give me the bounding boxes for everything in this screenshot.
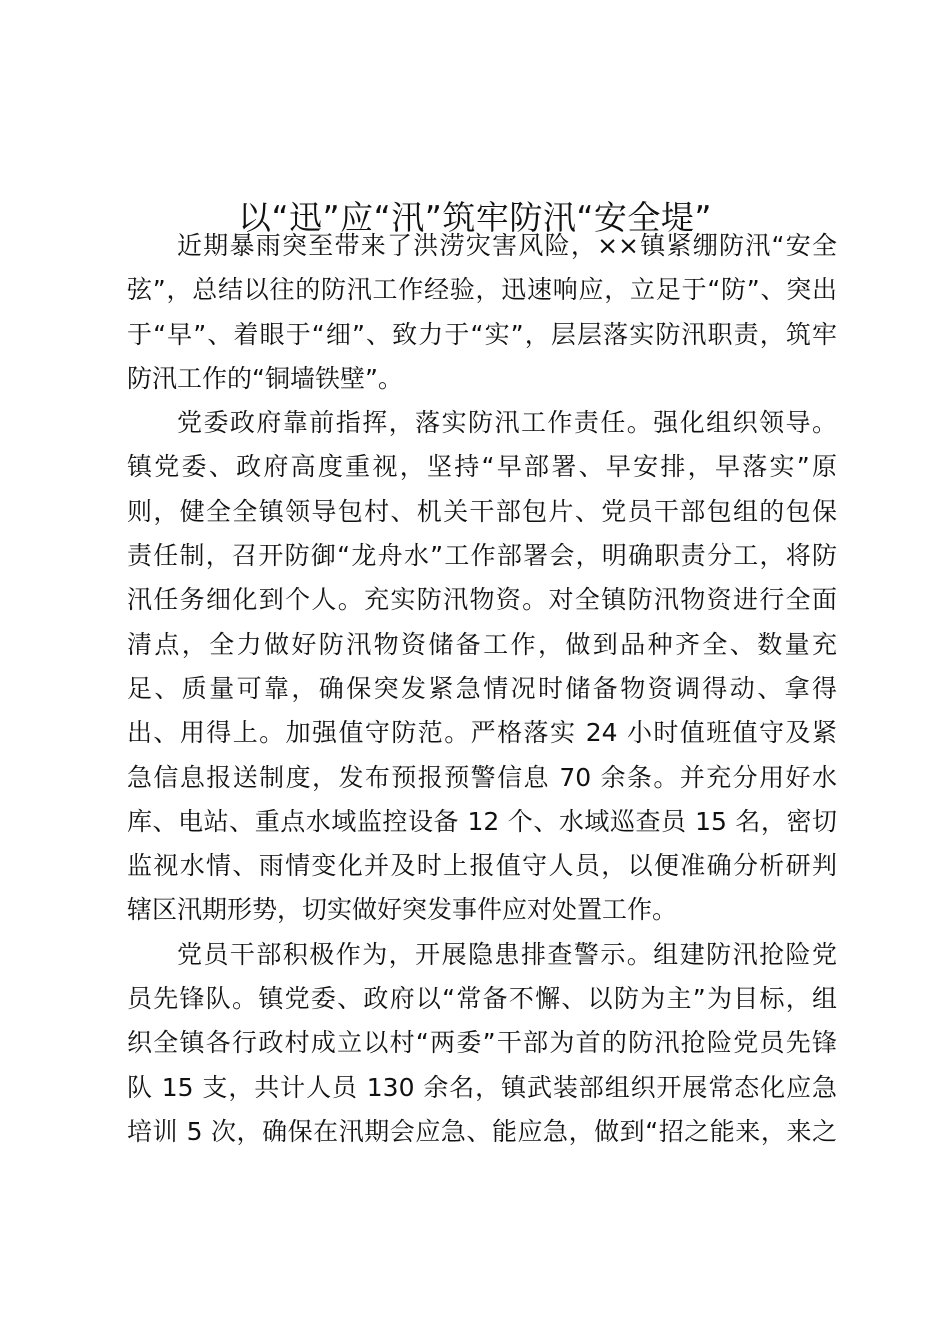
text-line: 汛任务细化到个人。充实防汛物资。对全镇防汛物资进行全面 bbox=[127, 585, 837, 615]
document-body bbox=[127, 224, 837, 1154]
text-line: 监视水情、雨情变化并及时上报值守人员，以便准确分析研判 bbox=[127, 851, 837, 881]
text-line: 急信息报送制度，发布预报预警信息 70 余条。并充分用好水 bbox=[127, 762, 837, 792]
text-line: 则，健全全镇领导包村、机关干部包片、党员干部包组的包保 bbox=[127, 496, 837, 526]
text-line: 近期暴雨突至带来了洪涝灾害风险，××镇紧绷防汛“安全 bbox=[177, 231, 837, 260]
text-line: 出、用得上。加强值守防范。严格落实 24 小时值班值守及紧 bbox=[127, 718, 837, 748]
text-line: 队 15 支，共计人员 130 余名，镇武装部组织开展常态化应急 bbox=[127, 1072, 837, 1102]
paragraph-1 bbox=[127, 224, 837, 401]
text-line: 镇党委、政府高度重视，坚持“早部署、早安排，早落实”原 bbox=[127, 452, 837, 482]
text-line: 党员干部积极作为，开展隐患排查警示。组建防汛抢险党 bbox=[177, 939, 837, 969]
text-line: 责任制，召开防御“龙舟水”工作部署会，明确职责分工，将防 bbox=[127, 541, 837, 571]
paragraph-2 bbox=[127, 401, 837, 933]
text-line: 党委政府靠前指挥，落实防汛工作责任。强化组织领导。 bbox=[177, 408, 837, 438]
text-line: 库、电站、重点水域监控设备 12 个、水域巡查员 15 名，密切 bbox=[127, 806, 837, 836]
text-line: 于“早”、着眼于“细”、致力于“实”，层层落实防汛职责，筑牢 bbox=[127, 319, 837, 349]
text-line: 防汛工作的“铜墙铁壁”。 bbox=[127, 363, 403, 393]
text-line: 清点，全力做好防汛物资储备工作，做到品种齐全、数量充 bbox=[127, 629, 837, 659]
document-title: 以“迅”应“汛”筑牢防汛“安全堤” bbox=[237, 198, 713, 238]
text-line: 弦”，总结以往的防汛工作经验，迅速响应，立足于“防”、突出 bbox=[127, 275, 837, 305]
paragraph-3 bbox=[127, 933, 837, 1154]
text-line: 培训 5 次，确保在汛期会应急、能应急，做到“招之能来，来之 bbox=[127, 1116, 837, 1146]
text-line: 辖区汛期形势，切实做好突发事件应对处置工作。 bbox=[127, 895, 678, 925]
text-line: 织全镇各行政村成立以村“两委”干部为首的防汛抢险党员先锋 bbox=[127, 1028, 837, 1058]
text-line: 足、质量可靠，确保突发紧急情况时储备物资调得动、拿得 bbox=[127, 673, 837, 703]
text-line: 员先锋队。镇党委、政府以“常备不懈、以防为主”为目标，组 bbox=[127, 984, 837, 1014]
